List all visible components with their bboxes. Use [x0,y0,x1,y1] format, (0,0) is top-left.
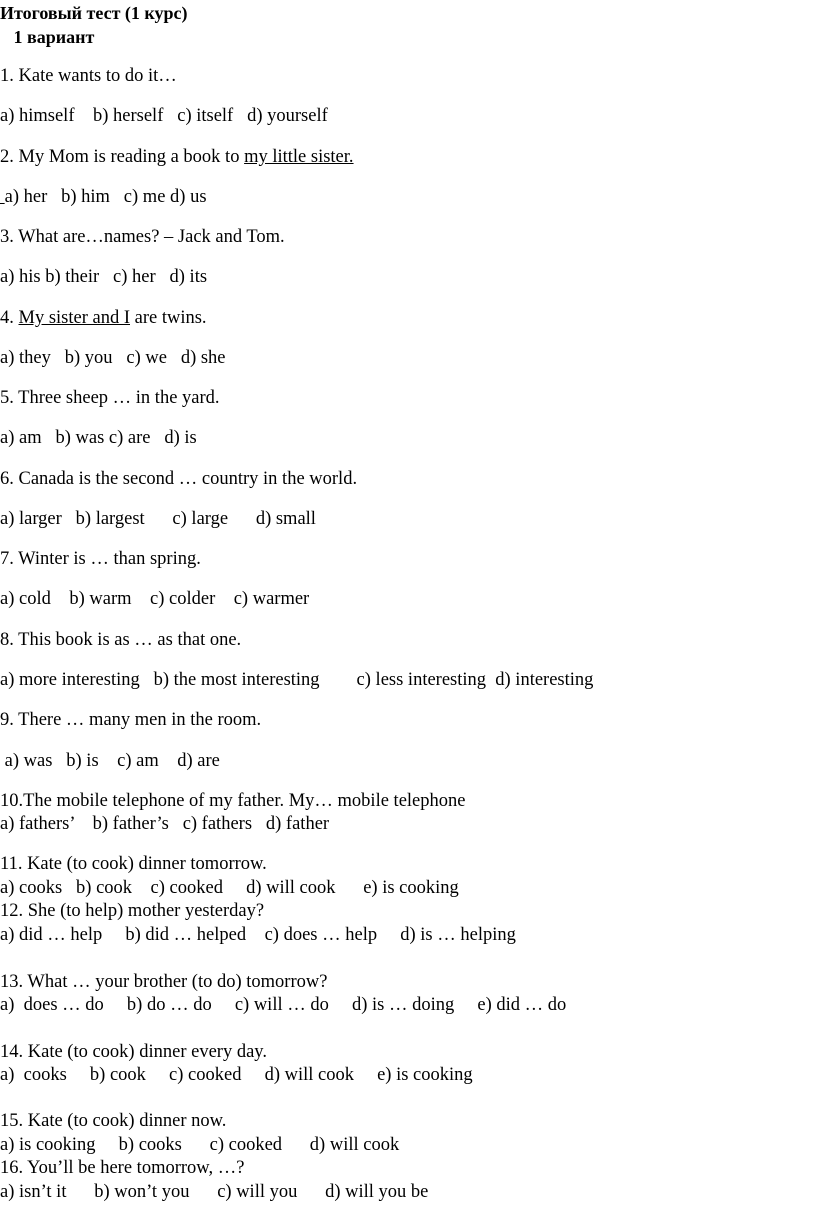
options-11: a) cooks b) cook c) cooked d) will cook e) is cooking [0,878,459,898]
question-16: 16. You’ll be here tomorrow, …? [0,1158,245,1178]
options-16: a) isn’t it b) won’t you c) will you d) will you be [0,1182,429,1202]
options-3: a) his b) their c) her d) its [0,267,208,287]
question-2 [0,146,354,168]
question-1: 1. Kate wants to do it… [0,66,177,86]
question-4-underlined: My sister and I [18,308,130,328]
options-5: a) am b) was c) are d) is [0,428,197,448]
document-title: Итоговый тест (1 курс) [0,3,188,23]
question-5: 5. Three sheep … in the yard. [0,388,220,408]
options-2-text: a) her b) him c) me d) us [4,187,207,207]
question-10: 10.The mobile telephone of my father. My… mobile telephone [0,791,466,811]
variant-label: 1 вариант [0,27,95,47]
question-4-post: are twins. [130,308,207,328]
question-12: 12. She (to help) mother yesterday? [0,901,265,921]
options-13: a) does … do b) do … do c) will … do d) is … doing e) did … do [0,995,567,1015]
options-15: a) is cooking b) cooks c) cooked d) will cook [0,1135,400,1155]
options-14: a) cooks b) cook c) cooked d) will cook e) is cooking [0,1065,473,1085]
question-11: 11. Kate (to cook) dinner tomorrow. [0,854,267,874]
question-7: 7. Winter is … than spring. [0,549,201,569]
question-15: 15. Kate (to cook) dinner now. [0,1111,227,1131]
options-8: a) more interesting b) the most interesting c) less interesting d) interesting [0,670,594,690]
options-12: a) did … help b) did … helped c) does … help d) is … helping [0,925,516,945]
question-4-pre: 4. [0,308,19,328]
question-3: 3. What are…names? – Jack and Tom. [0,227,285,247]
question-8: 8. This book is as … as that one. [0,630,242,650]
options-1: a) himself b) herself c) itself d) yourself [0,106,328,126]
options-4: a) they b) you c) we d) she [0,348,226,368]
question-14: 14. Kate (to cook) dinner every day. [0,1042,267,1062]
question-6: 6. Canada is the second … country in the world. [0,469,358,489]
options-6: a) larger b) largest c) large d) small [0,509,316,529]
options-7: a) cold b) warm c) colder c) warmer [0,589,310,609]
question-13: 13. What … your brother (to do) tomorrow? [0,972,328,992]
question-4 [0,307,207,329]
options-10: a) fathers’ b) father’s c) fathers d) father [0,814,330,834]
question-2-underlined: my little sister. [244,147,354,167]
options-2 [0,186,207,208]
question-9: 9. There … many men in the room. [0,710,262,730]
options-9: a) was b) is c) am d) are [0,751,220,771]
question-2-text: 2. My Mom is reading a book to [0,147,245,167]
